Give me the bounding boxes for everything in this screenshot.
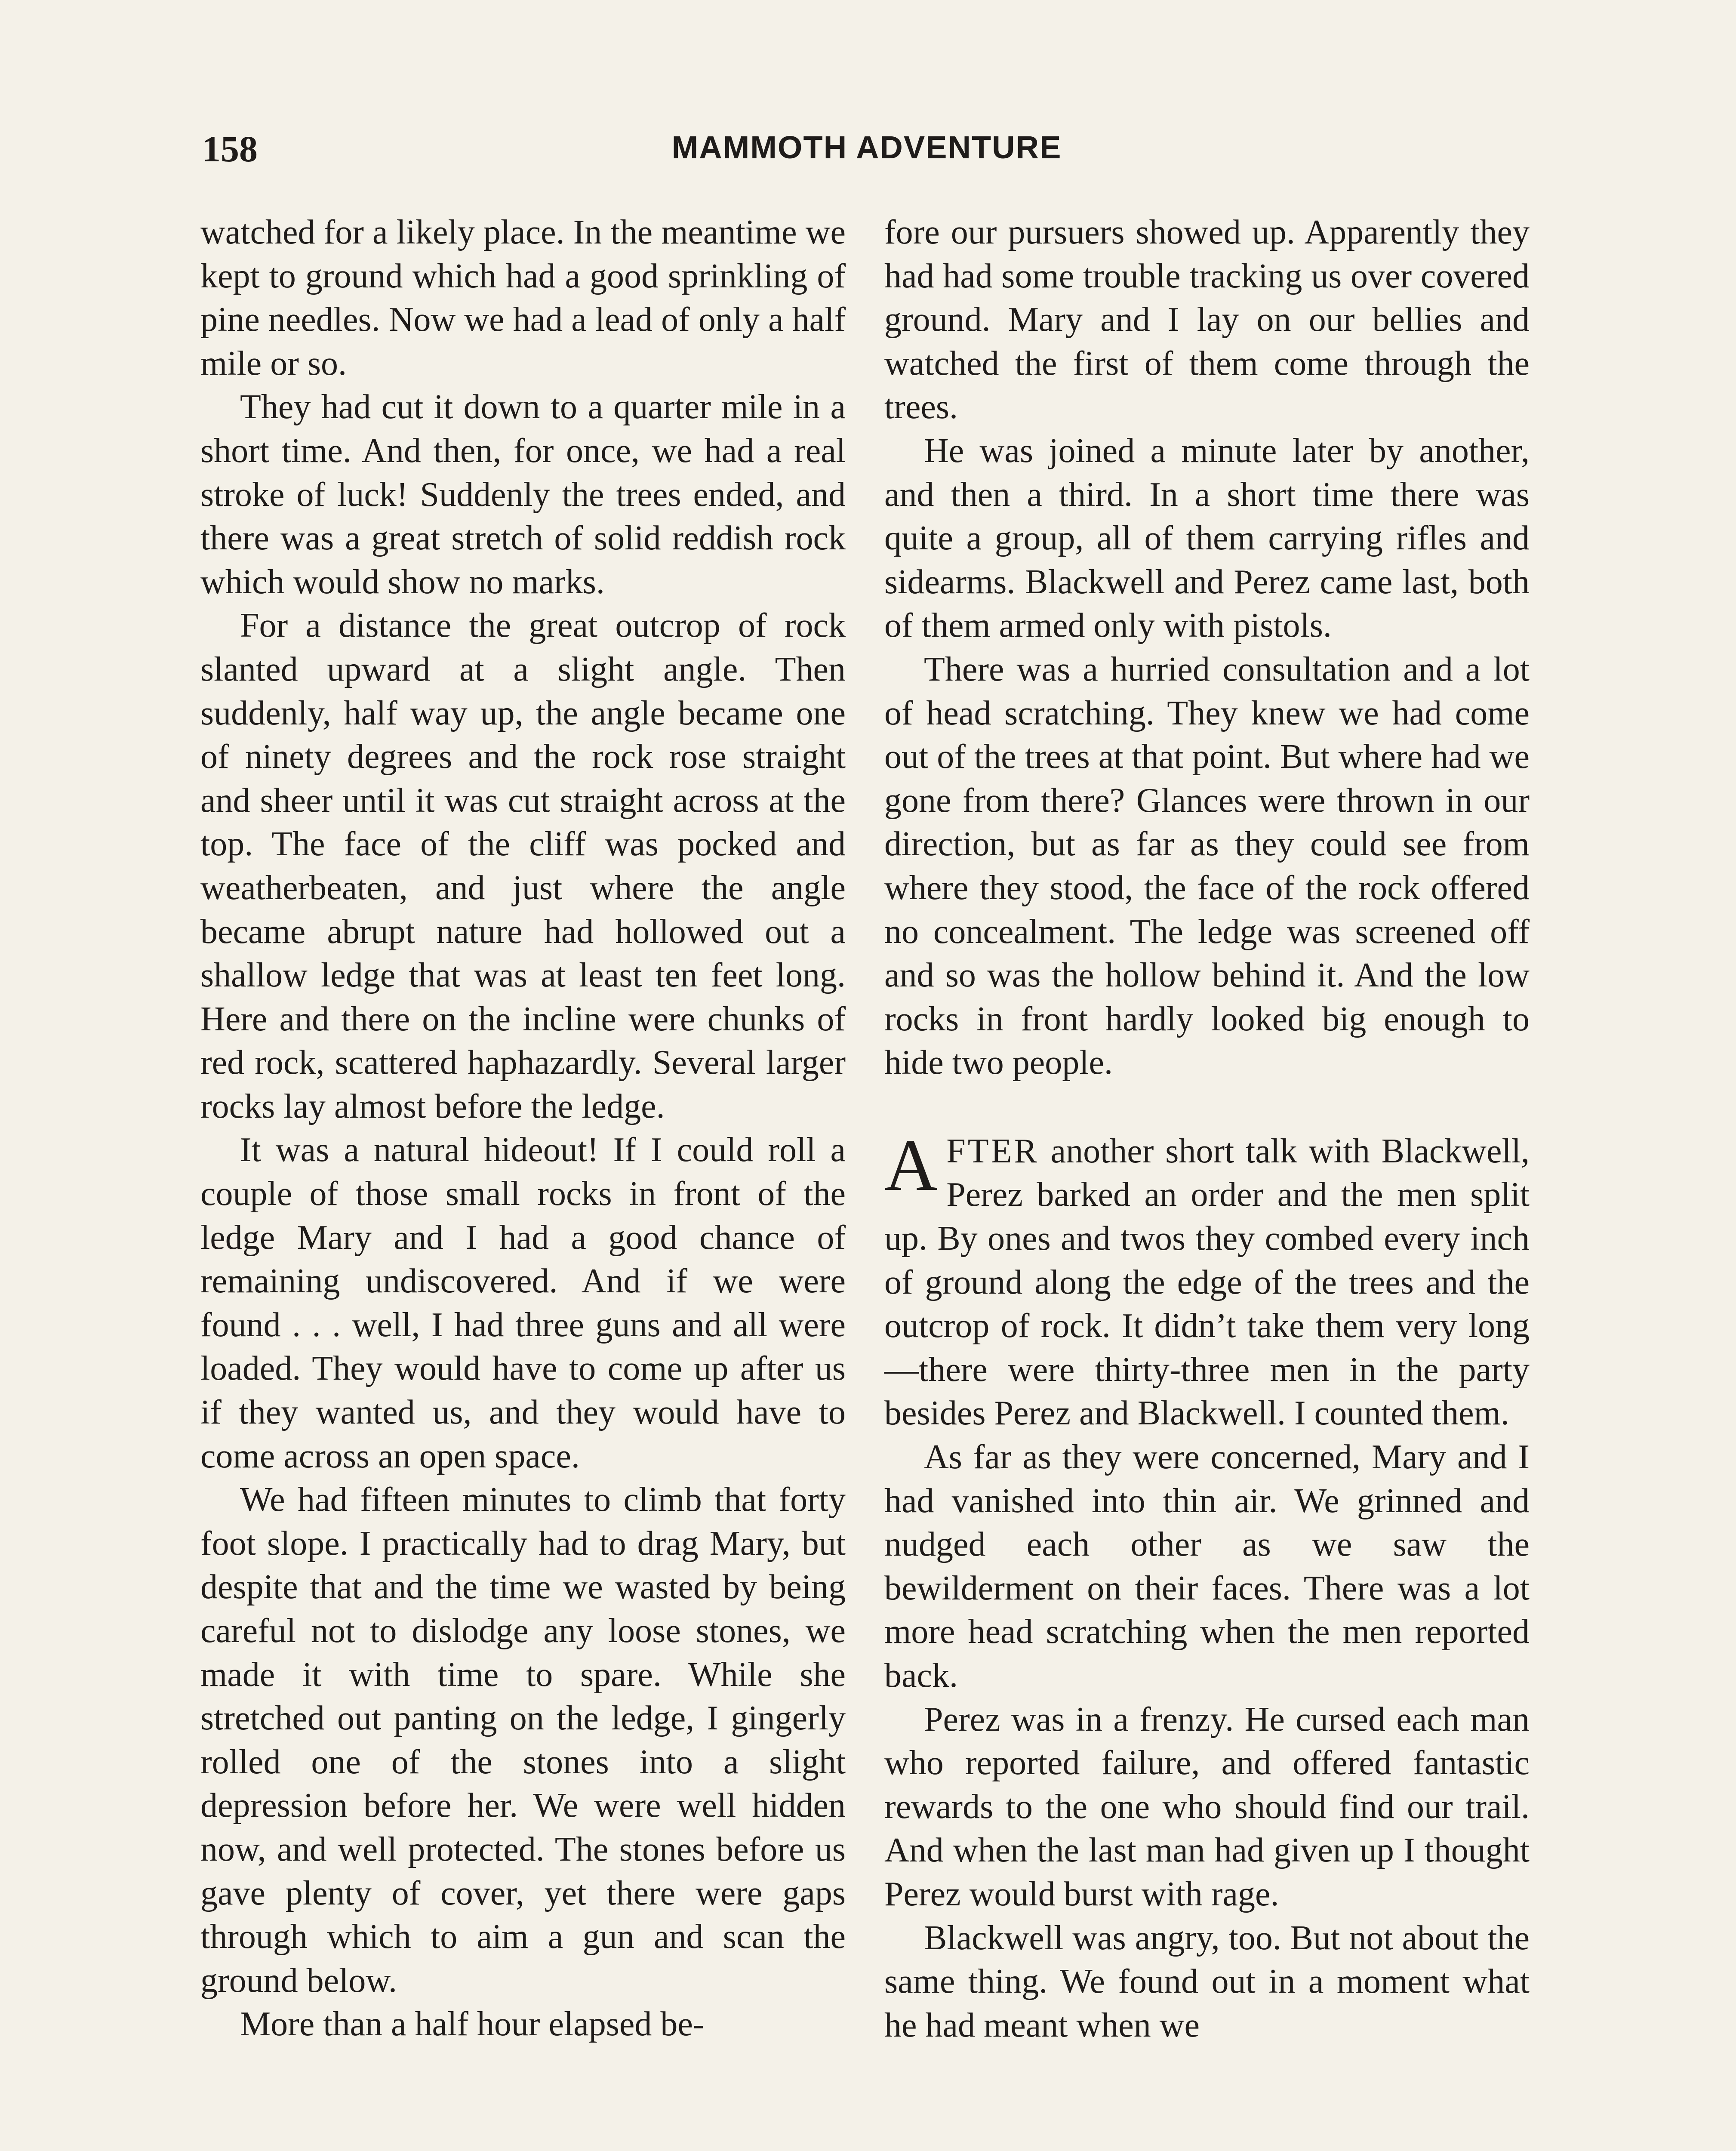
- left-column: [200, 211, 846, 2046]
- drop-cap-paragraph: [884, 1124, 1530, 1436]
- drop-cap-smallcaps: FTER: [946, 1132, 1039, 1170]
- paragraph: For a distance the great outcrop of rock slanted upward at a slight angle. Then suddenly, half way up, the angle became one of ninety degrees and the rock rose straight and sheer until it was cut straight across at the top. The face of the cliff was pocked and weatherbeaten, and just where the angle became abrupt nature had hollowed out a shallow ledge that was at least ten feet long. Here and there on the incline were chunks of red rock, scattered haphazardly. Several larger rocks lay almost before the ledge.: [200, 607, 846, 1125]
- page-header: [202, 127, 1531, 175]
- paragraph: We had fifteen minutes to climb that forty foot slope. I practically had to drag Mary, but despite that and the time we wasted by being careful not to dislodge any loose stones, we made it with time to spare. While she stretched out panting on the ledge, I gingerly rolled one of the stones into a slight depression before her. We were well hidden now, and well protected. The stones before us gave plenty of cover, yet there were gaps through which to aim a gun and scan the ground below.: [200, 1481, 846, 2000]
- drop-cap: A: [884, 1124, 938, 1206]
- right-column: [884, 211, 1530, 2047]
- paragraph: More than a half hour elapsed be-: [240, 2005, 705, 2043]
- paragraph: Blackwell was angry, too. But not about the same thing. We found out in a moment what he had meant when we: [884, 1919, 1530, 2044]
- paragraph: fore our pursuers showed up. Apparently they had had some trouble tracking us over covered ground. Mary and I lay on our bellies and watched the first of them come through the trees.: [884, 213, 1530, 426]
- page-number: 158: [202, 128, 258, 169]
- paragraph: watched for a likely place. In the meantime we kept to ground which had a good sprinkling of pine needles. Now we had a lead of only a half mile or so.: [200, 213, 846, 382]
- paragraph: He was joined a minute later by another, and then a third. In a short time there was quite a group, all of them carrying rifles and sidearms. Blackwell and Perez came last, both of them armed only with pistols.: [884, 431, 1530, 645]
- paragraph: Perez was in a frenzy. He cursed each man who reported failure, and offered fantastic rewards to the one who should find our trail. And when the last man had given up I thought Perez would burst with rage.: [884, 1700, 1530, 1913]
- drop-cap-paragraph-text: another short talk with Blackwell, Perez barked an order and the men split up. By ones and twos they combed every inch of ground along the edge of the trees and the outcrop of rock. It didn’t take them very long—there were thirty-three men in the party besides Perez and Blackwell. I counted them.: [884, 1132, 1530, 1433]
- running-title: MAMMOTH ADVENTURE: [671, 129, 1062, 165]
- paragraph: They had cut it down to a quarter mile in a short time. And then, for once, we had a real stroke of luck! Suddenly the trees ended, and there was a great stretch of solid reddish rock which would show no marks.: [200, 388, 846, 601]
- paragraph: There was a hurried consultation and a lot of head scratching. They knew we had come out of the trees at that point. But where had we gone from there? Glances were thrown in our direction, but as far as they could see from where they stood, the face of the rock offered no concealment. The ledge was screened off and so was the hollow behind it. And the low rocks in front hardly looked big enough to hide two people.: [884, 650, 1530, 1082]
- paragraph: It was a natural hideout! If I could roll a couple of those small rocks in front of the ledge Mary and I had a good chance of remaining undiscovered. And if we were found . . . well, I had three guns and all were loaded. They would have to come up after us if they wanted us, and they would have to come across an open space.: [200, 1131, 846, 1475]
- paragraph: As far as they were concerned, Mary and I had vanished into thin air. We grinned and nudged each other as we saw the bewilderment on their faces. There was a lot more head scratching when the men reported back.: [884, 1438, 1530, 1695]
